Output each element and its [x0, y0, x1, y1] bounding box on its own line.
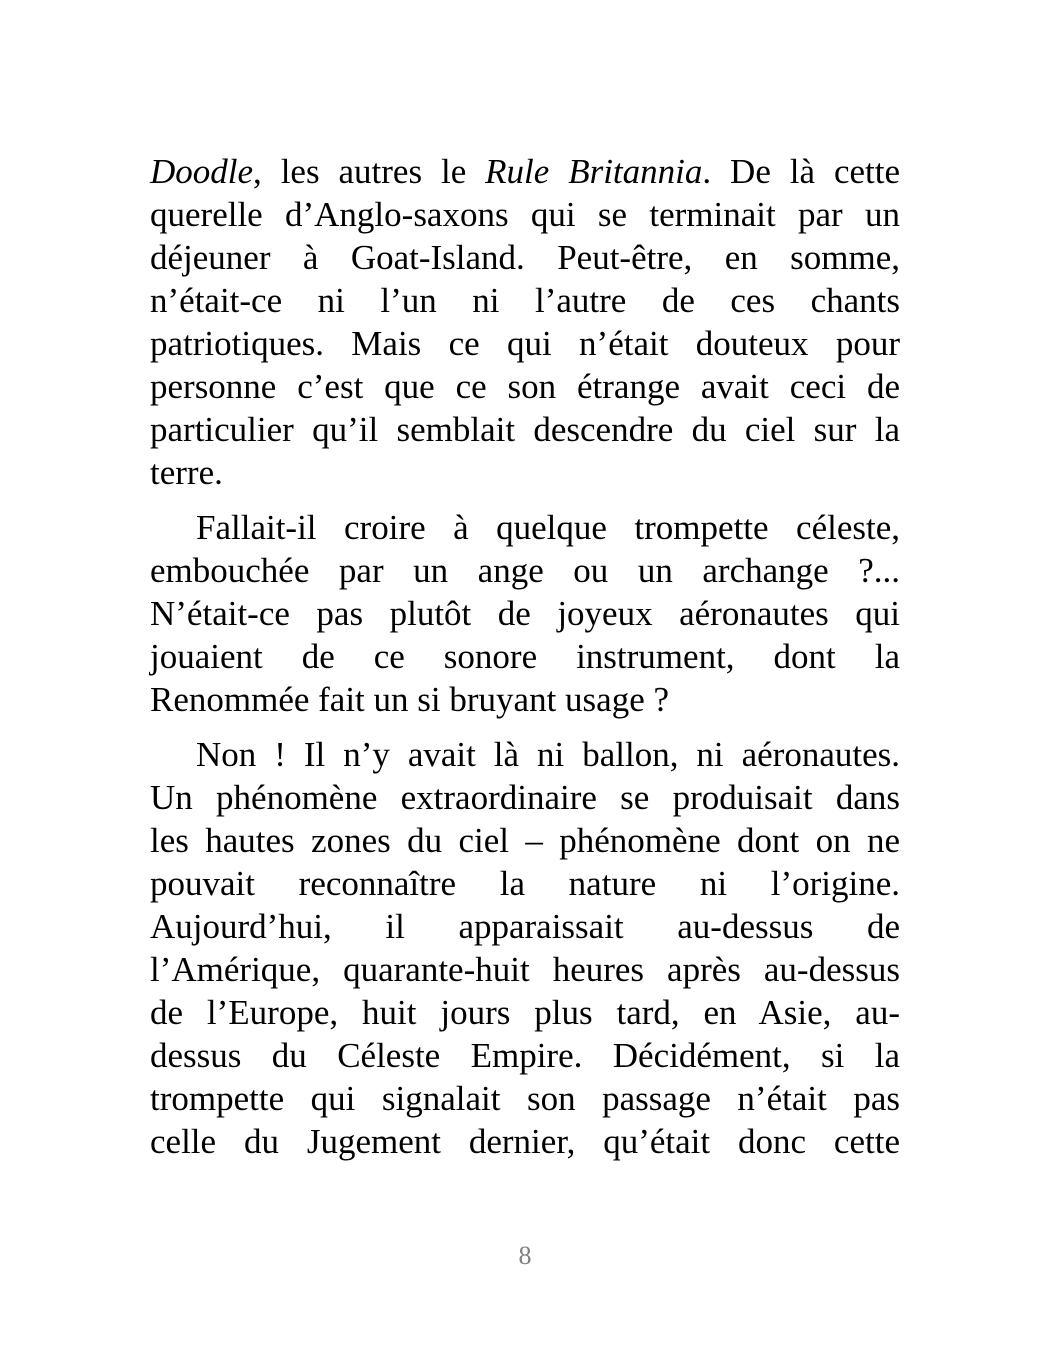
text-run: jouaient de ce sonore instrument, dont la: [150, 637, 900, 676]
paragraph: [150, 506, 900, 721]
text-run: embouchée par un ange ou un archange ?...: [150, 551, 900, 590]
page-body: [150, 150, 900, 1175]
text-run: N’était-ce pas plutôt de joyeux aéronautes qui: [150, 594, 900, 633]
text-run: celle du Jugement dernier, qu’était donc cette: [150, 1122, 900, 1161]
text-run: particulier qu’il semblait descendre du ciel sur la: [150, 410, 900, 449]
text-run: Aujourd’hui, il apparaissait au-dessus de: [150, 907, 900, 946]
text-line: [150, 150, 900, 193]
italic-title: Rule Britannia: [485, 152, 703, 191]
text-line: [150, 862, 900, 905]
text-line: [150, 1034, 900, 1077]
text-run: personne c’est que ce son étrange avait ceci de: [150, 367, 900, 406]
text-run: , les autres le: [253, 152, 486, 191]
text-line: [150, 905, 900, 948]
text-run: Un phénomène extraordinaire se produisait dans: [150, 778, 900, 817]
text-run: . De là cette: [702, 152, 900, 191]
text-line: [150, 592, 900, 635]
text-line: [150, 1120, 900, 1163]
text-run: Fallait-il croire à quelque trompette céleste,: [196, 508, 900, 547]
text-run: déjeuner à Goat-Island. Peut-être, en somme,: [150, 238, 900, 277]
text-run: pouvait reconnaître la nature ni l’origine.: [150, 864, 900, 903]
text-run: de l’Europe, huit jours plus tard, en Asie, au-: [150, 993, 900, 1032]
text-line: [150, 678, 900, 721]
text-line: [150, 635, 900, 678]
text-line: [150, 236, 900, 279]
paragraph: [150, 150, 900, 494]
page-number: 8: [518, 1241, 532, 1270]
text-run: trompette qui signalait son passage n’était pas: [150, 1079, 900, 1118]
text-line: [150, 948, 900, 991]
text-run: n’était-ce ni l’un ni l’autre de ces chants: [150, 281, 900, 320]
text-run: terre.: [150, 453, 223, 492]
italic-title: Doodle: [150, 152, 254, 191]
text-line: [150, 193, 900, 236]
text-run: les hautes zones du ciel – phénomène dont on ne: [150, 821, 900, 860]
text-line: [150, 506, 900, 549]
text-line: [150, 408, 900, 451]
text-run: dessus du Céleste Empire. Décidément, si la: [150, 1036, 900, 1075]
text-run: querelle d’Anglo-saxons qui se terminait par un: [150, 195, 900, 234]
text-line: [150, 322, 900, 365]
text-column: [150, 150, 900, 1163]
text-run: l’Amérique, quarante-huit heures après au-dessus: [150, 950, 900, 989]
text-line: [150, 819, 900, 862]
text-run: Renommée fait un si bruyant usage ?: [150, 680, 670, 719]
text-line: [150, 991, 900, 1034]
text-run: Non ! Il n’y avait là ni ballon, ni aéronautes.: [196, 735, 900, 774]
text-line: [150, 776, 900, 819]
text-line: [150, 365, 900, 408]
text-line: [150, 549, 900, 592]
text-line: [150, 279, 900, 322]
text-run: patriotiques. Mais ce qui n’était douteux pour: [150, 324, 900, 363]
text-line: [150, 733, 900, 776]
paragraph: [150, 733, 900, 1163]
text-line: [150, 451, 900, 494]
text-line: [150, 1077, 900, 1120]
